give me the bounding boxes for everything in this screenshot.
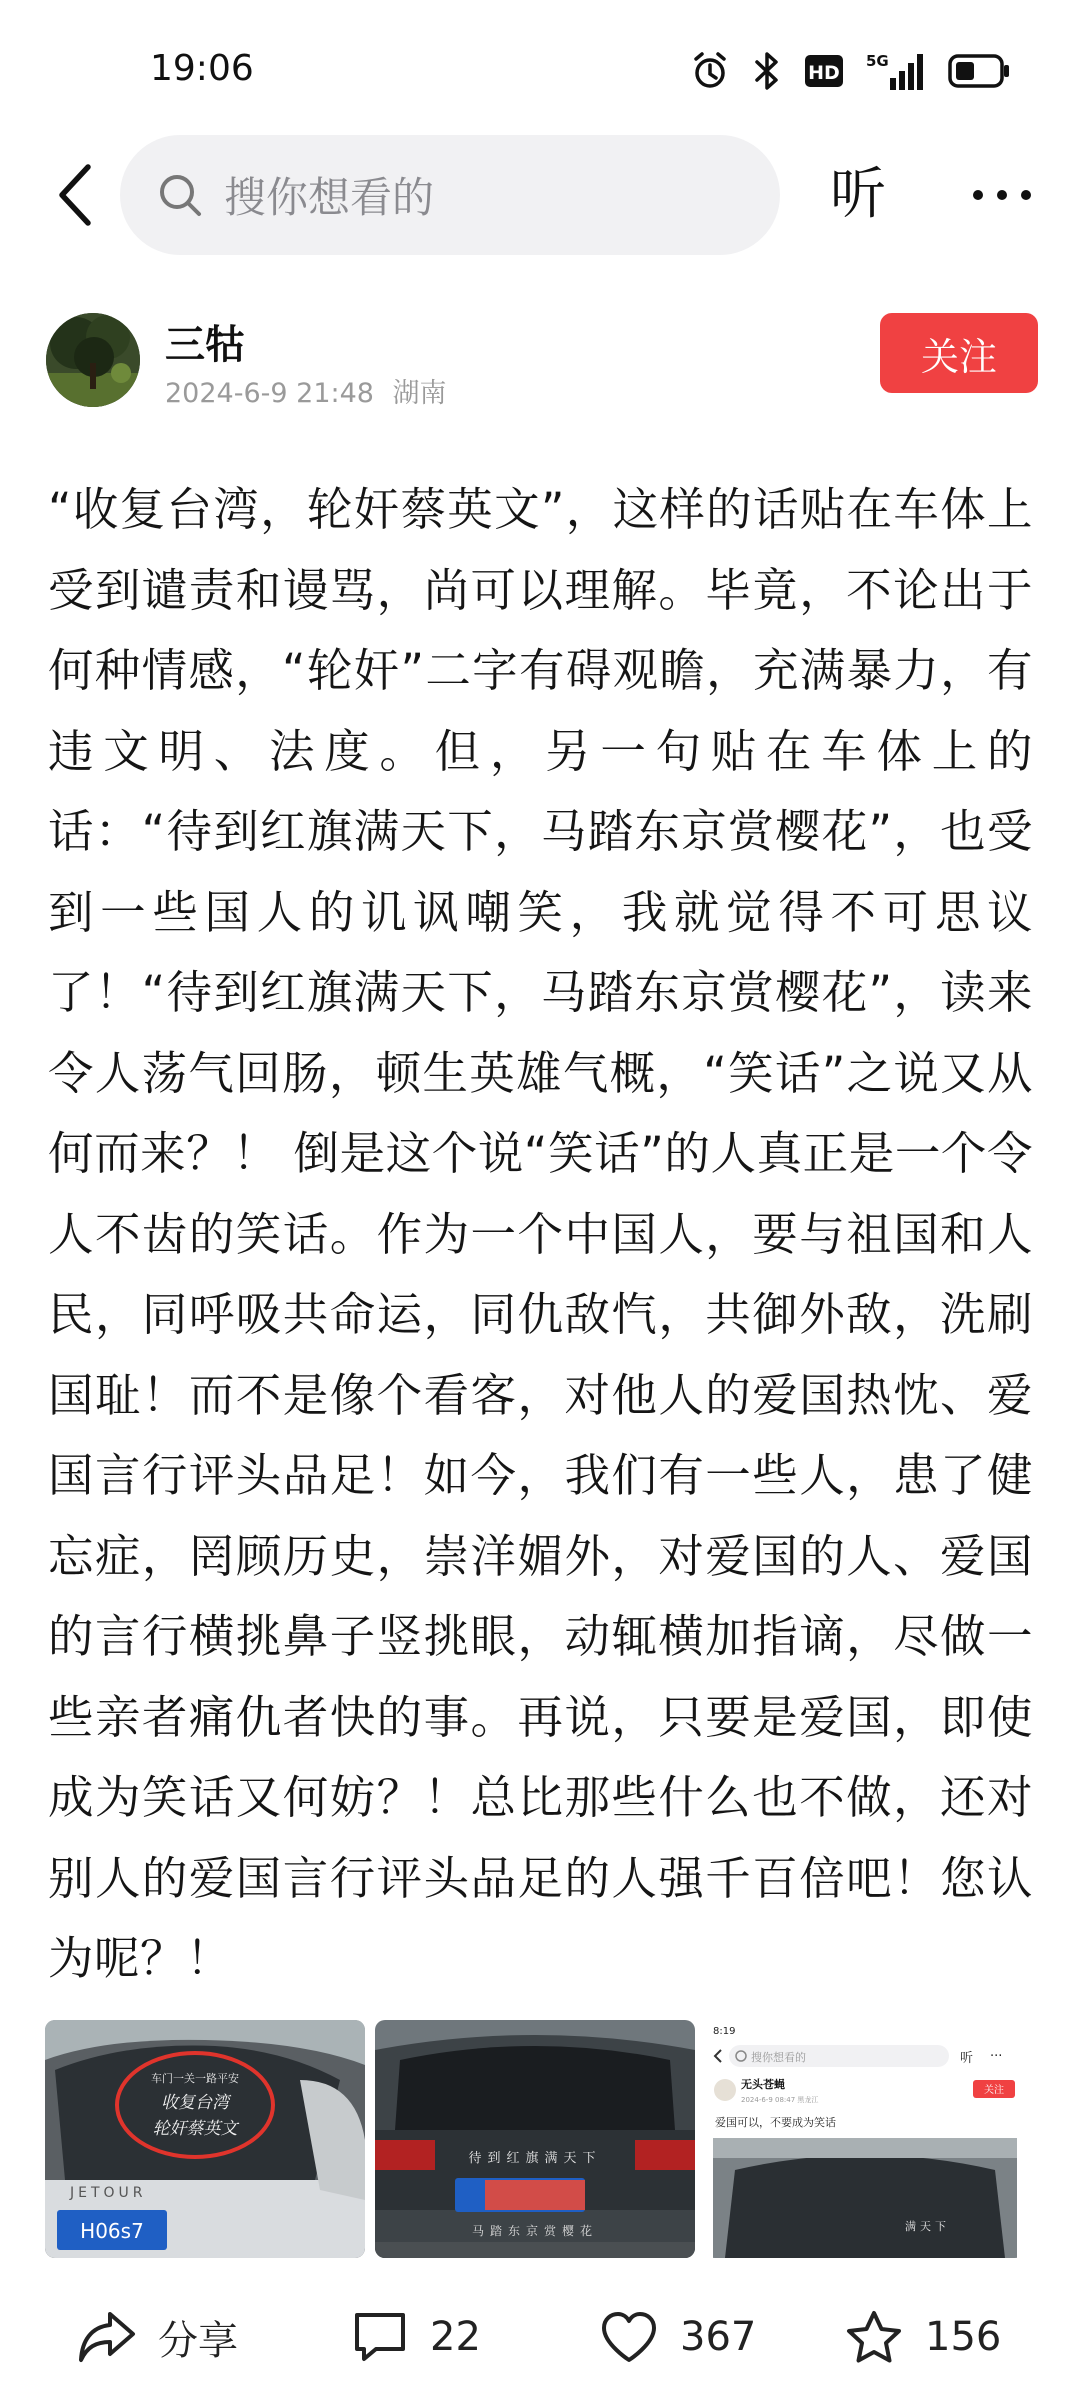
- status-bar: [0, 0, 1080, 140]
- svg-text:HD: HD: [808, 62, 840, 84]
- post-meta: [165, 371, 447, 410]
- svg-text:···: ···: [990, 2049, 1003, 2064]
- back-button[interactable]: [40, 155, 110, 235]
- favorite-count: 156: [925, 2314, 1002, 2360]
- search-icon: [156, 171, 204, 219]
- follow-button[interactable]: 关注: [880, 313, 1038, 393]
- avatar[interactable]: [46, 313, 140, 407]
- thumb3-follow: 关注: [984, 2085, 1004, 2096]
- author-row: [0, 305, 1080, 415]
- share-icon: [78, 2310, 136, 2364]
- comment-count: 22: [430, 2314, 481, 2360]
- car-brand: JETOUR: [70, 2185, 147, 2201]
- share-label: 分享: [158, 2317, 238, 2364]
- like-button[interactable]: [600, 2302, 756, 2372]
- like-count: 367: [680, 2314, 757, 2360]
- heart-icon: [600, 2310, 658, 2364]
- hd-icon: [804, 53, 844, 89]
- more-button[interactable]: [962, 155, 1042, 235]
- thumb3-author: 无头苍蝇: [741, 2078, 785, 2091]
- thumb3-sticker: 满天下: [905, 2220, 950, 2233]
- sticker-top: 待到红旗满天下: [468, 2151, 602, 2166]
- post-image-2[interactable]: [375, 2020, 695, 2258]
- article-text: “收复台湾，轮奸蔡英文”，这样的话贴在车体上受到谴责和谩骂，尚可以理解。毕竟，不论出于何种情感，“轮奸”二字有碍观瞻，充满暴力，有违文明、法度。但，另一句贴在车体上的话：“待到红旗满天下，马踏东京赏樱花”，也受到一些国人的讥讽嘲笑，我就觉得不可思议了！“待到红旗满天下，马踏东京赏樱花”，读来令人荡气回肠，顿生英雄气概，“笑话”之说又从何而来？！ 倒是这个说“笑话”的人真正是一个令人不齿的笑话。作为一个中国人，要与祖国和人民，同呼吸共命运，同仇敌忾，共御外敌，洗刷国耻！而不是像个看客，对他人的爱国热忱、爱国言行评头品足！如今，我们有一些人，患了健忘症，罔顾历史，崇洋媚外，对爱国的人、爱国的言行横挑鼻子竖挑眼，动辄横加指谪，尽做一些亲者痛仇者快的事。再说，只要是爱国，即使成为笑话又何妨？！总比那些什么也不做，还对别人的爱国言行评头品足的人强千百倍吧！您认为呢？！: [48, 483, 1033, 1985]
- share-button[interactable]: [78, 2302, 238, 2372]
- listen-button[interactable]: 听: [830, 162, 886, 227]
- signal-5g-icon: [866, 50, 926, 92]
- author-name[interactable]: 三牯: [165, 322, 245, 368]
- status-time: 19:06: [150, 48, 254, 89]
- bottom-action-bar: [0, 2280, 1080, 2400]
- search-placeholder: 搜你想看的: [224, 173, 435, 222]
- back-icon: [55, 163, 95, 227]
- alarm-icon: [690, 51, 730, 91]
- thumb3-text: 爱国可以，不要成为笑话: [715, 2116, 836, 2129]
- more-icon: [970, 187, 1034, 203]
- sticker-bottom: 马踏东京赏樱花: [471, 2224, 599, 2238]
- svg-text:5G: 5G: [866, 52, 889, 70]
- nav-bar: [0, 130, 1080, 260]
- post-location: 湖南: [392, 378, 447, 409]
- sticker-line-3: 轮奸蔡英文: [152, 2119, 238, 2139]
- comment-button[interactable]: [352, 2302, 481, 2372]
- search-input[interactable]: [120, 135, 780, 255]
- post-date: 2024-6-9 21:48: [165, 378, 374, 409]
- favorite-button[interactable]: [845, 2302, 1001, 2372]
- image-strip: [45, 2020, 1035, 2258]
- comment-icon: [352, 2310, 408, 2364]
- sticker-line-1: 车门一关一路平安: [151, 2072, 239, 2085]
- status-icons: [690, 50, 1010, 92]
- bluetooth-icon: [752, 50, 782, 92]
- license-plate: H06s7: [80, 2219, 144, 2243]
- sticker-line-2: 收复台湾: [161, 2093, 229, 2113]
- star-icon: [845, 2309, 903, 2365]
- thumb3-listen: 听: [960, 2051, 974, 2066]
- post-image-1[interactable]: [45, 2020, 365, 2258]
- thumb3-search: 搜你想看的: [751, 2051, 806, 2064]
- battery-icon: [948, 54, 1010, 88]
- thumb3-date: 2024-6-9 08:47 黑龙江: [741, 2096, 819, 2104]
- post-image-3[interactable]: [705, 2020, 1025, 2258]
- thumb3-time: 8:19: [713, 2026, 736, 2037]
